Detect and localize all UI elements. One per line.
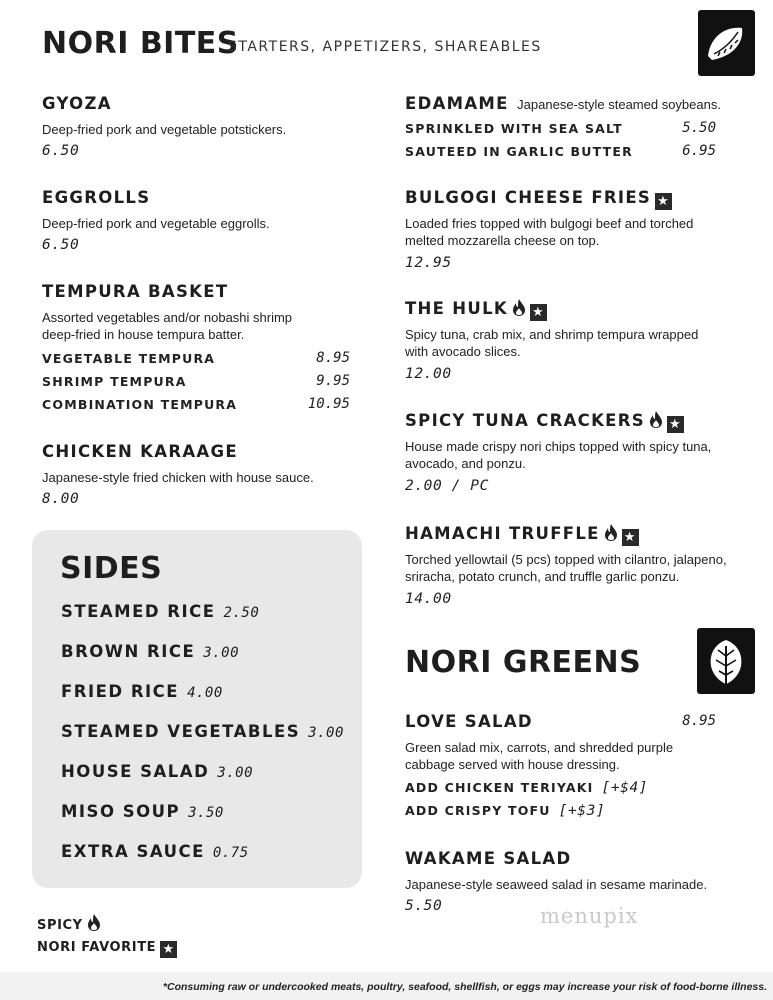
item-desc-bulgogi-cheese-fries: Loaded fries topped with bulgogi beef and torched melted mozzarella cheese on top. <box>405 216 694 248</box>
star-icon: ★ <box>622 529 639 546</box>
item-desc-love-salad: Green salad mix, carrots, and shredded purple cabbage served with house dressing. <box>405 740 674 772</box>
star-icon: ★ <box>160 941 177 958</box>
item-desc-eggrolls: Deep-fried pork and vegetable eggrolls. <box>42 216 270 231</box>
page-title: NORI BITES <box>42 26 239 61</box>
option-garlic-butter: SAUTEED IN GARLIC BUTTER <box>405 144 633 159</box>
side-item: STEAMED RICE 2.50 <box>61 602 260 621</box>
item-price-the-hulk: 12.00 <box>405 366 452 382</box>
side-item: BROWN RICE 3.00 <box>61 642 240 661</box>
option-price-shrimp-tempura: 9.95 <box>316 373 350 389</box>
item-desc-tempura-basket: Assorted vegetables and/or nobashi shrimp deep-fried in house tempura batter. <box>42 310 293 342</box>
item-price-wakame-salad: 5.50 <box>405 898 443 914</box>
item-desc-the-hulk: Spicy tuna, crab mix, and shrimp tempura wrapped with avocado slices. <box>405 327 699 359</box>
item-price-chicken-karaage: 8.00 <box>42 491 80 507</box>
option-sea-salt: SPRINKLED WITH SEA SALT <box>405 121 623 136</box>
dumpling-icon <box>698 10 755 76</box>
star-icon: ★ <box>667 416 684 433</box>
item-desc-gyoza: Deep-fried pork and vegetable potstickers. <box>42 122 287 137</box>
side-item: STEAMED VEGETABLES 3.00 <box>61 722 344 741</box>
watermark: menupix <box>540 904 639 928</box>
star-icon: ★ <box>655 193 672 210</box>
option-price-combination-tempura: 10.95 <box>307 396 350 412</box>
item-title-eggrolls: EGGROLLS <box>42 188 151 207</box>
item-title-bulgogi-cheese-fries: BULGOGI CHEESE FRIES ★ <box>405 188 672 210</box>
item-title-tempura-basket: TEMPURA BASKET <box>42 282 229 301</box>
item-price-bulgogi-cheese-fries: 12.95 <box>405 255 452 271</box>
addon-chicken-teriyaki: ADD CHICKEN TERIYAKI [+$4] <box>405 780 649 796</box>
option-vegetable-tempura: VEGETABLE TEMPURA <box>42 351 216 366</box>
option-combination-tempura: COMBINATION TEMPURA <box>42 397 238 412</box>
item-title-gyoza: GYOZA <box>42 94 112 113</box>
item-desc-wakame-salad: Japanese-style seaweed salad in sesame marinade. <box>405 877 708 892</box>
item-title-chicken-karaage: CHICKEN KARAAGE <box>42 442 238 461</box>
option-price-garlic-butter: 6.95 <box>682 143 716 159</box>
option-price-vegetable-tempura: 8.95 <box>316 350 350 366</box>
item-title-hamachi-truffle: HAMACHI TRUFFLE ★ <box>405 523 639 546</box>
page-subtitle: STARTERS, APPETIZERS, SHAREABLES <box>228 39 542 55</box>
item-title-edamame: EDAMAME <box>405 94 509 113</box>
item-desc-hamachi-truffle: Torched yellowtail (5 pcs) topped with cilantro, jalapeno, sriracha, potato crunch, and truffle garlic ponzu. <box>405 552 727 584</box>
flame-icon <box>512 298 526 317</box>
star-icon: ★ <box>530 304 547 321</box>
addon-crispy-tofu: ADD CRISPY TOFU [+$3] <box>405 803 606 819</box>
side-item: MISO SOUP 3.50 <box>61 802 224 821</box>
legend-favorite: NORI FAVORITE ★ <box>37 940 177 958</box>
item-title-spicy-tuna-crackers: SPICY TUNA CRACKERS ★ <box>405 410 684 433</box>
footer-disclaimer: *Consuming raw or undercooked meats, poultry, seafood, shellfish, or eggs may increase your risk of food-borne illness. <box>162 981 767 993</box>
greens-title: NORI GREENS <box>405 645 642 680</box>
item-title-the-hulk: THE HULK ★ <box>405 298 547 321</box>
item-price-hamachi-truffle: 14.00 <box>405 591 452 607</box>
side-item: FRIED RICE 4.00 <box>61 682 223 701</box>
flame-icon <box>649 410 663 429</box>
item-title-wakame-salad: WAKAME SALAD <box>405 849 572 868</box>
item-desc-edamame: Japanese-style steamed soybeans. <box>517 97 721 112</box>
flame-icon <box>604 523 618 542</box>
item-price-spicy-tuna-crackers: 2.00 / PC <box>405 478 489 494</box>
item-price-love-salad: 8.95 <box>682 713 716 729</box>
side-item: EXTRA SAUCE 0.75 <box>61 842 249 861</box>
option-shrimp-tempura: SHRIMP TEMPURA <box>42 374 187 389</box>
option-price-sea-salt: 5.50 <box>682 120 716 136</box>
legend-spicy: SPICY <box>37 913 101 933</box>
leaf-icon <box>697 628 755 694</box>
sides-title: SIDES <box>60 551 163 586</box>
item-price-gyoza: 6.50 <box>42 143 80 159</box>
item-title-love-salad: LOVE SALAD <box>405 712 533 731</box>
flame-icon <box>87 913 101 932</box>
side-item: HOUSE SALAD 3.00 <box>61 762 253 781</box>
item-desc-chicken-karaage: Japanese-style fried chicken with house sauce. <box>42 470 314 485</box>
item-desc-spicy-tuna-crackers: House made crispy nori chips topped with spicy tuna, avocado, and ponzu. <box>405 439 712 471</box>
item-header-edamame <box>405 94 721 114</box>
item-price-eggrolls: 6.50 <box>42 237 80 253</box>
